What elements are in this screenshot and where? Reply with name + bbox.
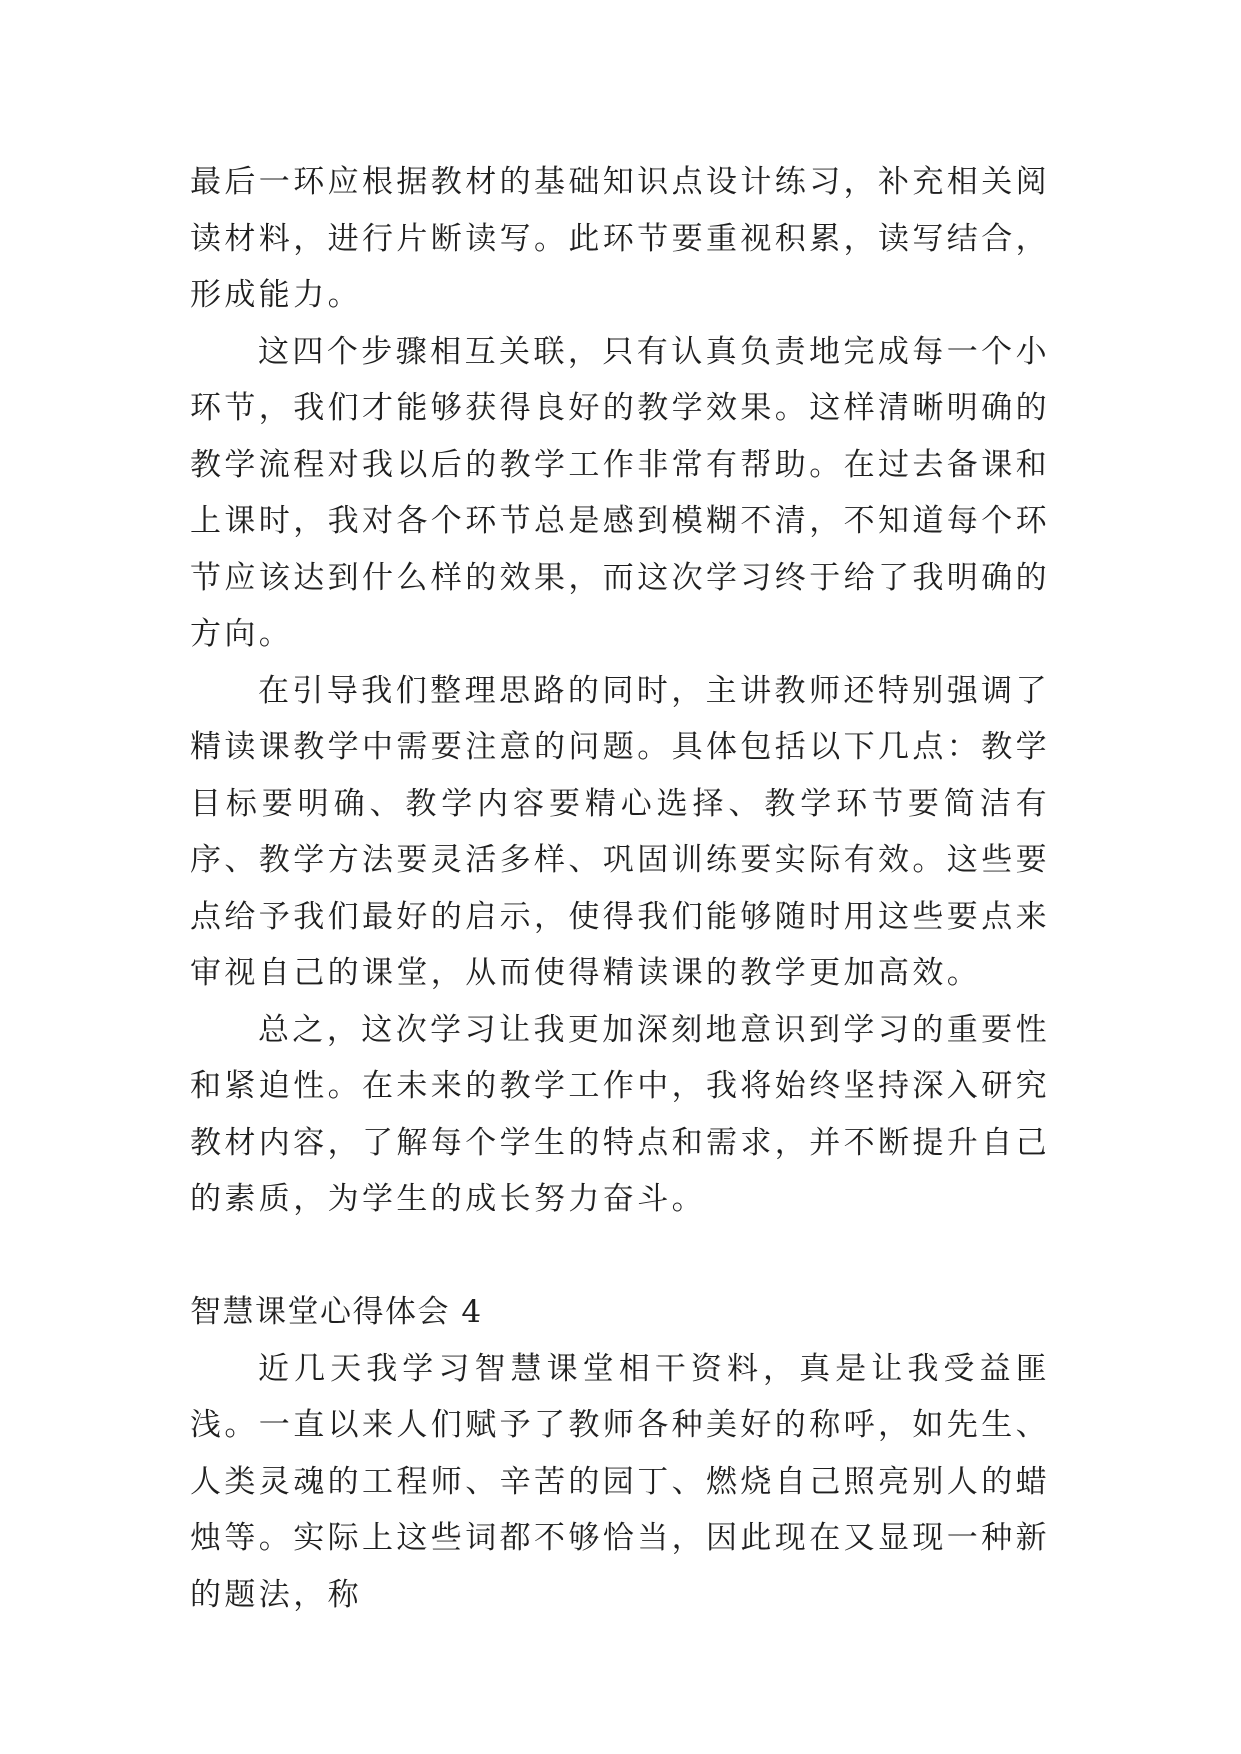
section-heading: 智慧课堂心得体会 4 [190, 1294, 483, 1330]
paragraph-four-steps: 这四个步骤相互关联，只有认真负责地完成每一个小环节，我们才能够获得良好的教学效果。这样清晰明确的教学流程对我以后的教学工作非常有帮助。在过去备课和上课时，我对各个环节总是感到模糊不清，不知道每个环节应该达到什么样的效果，而这次学习终于给了我明确的方向。 [190, 333, 1050, 652]
document-body [190, 154, 1050, 1623]
paragraph-key-points: 在引导我们整理思路的同时，主讲教师还特别强调了精读课教学中需要注意的问题。具体包括以下几点：教学目标要明确、教学内容要精心选择、教学环节要简洁有序、教学方法要灵活多样、巩固训练要实际有效。这些要点给予我们最好的启示，使得我们能够随时用这些要点来审视自己的课堂，从而使得精读课的教学更加高效。 [190, 672, 1050, 991]
paragraph-section-intro: 近几天我学习智慧课堂相干资料，真是让我受益匪浅。一直以来人们赋予了教师各种美好的称呼，如先生、人类灵魂的工程师、辛苦的园丁、燃烧自己照亮别人的蜡烛等。实际上这些词都不够恰当，因此现在又显现一种新的题法，称 [190, 1350, 1050, 1613]
paragraph-exercise-design: 最后一环应根据教材的基础知识点设计练习，补充相关阅读材料，进行片断读写。此环节要重视积累，读写结合，形成能力。 [190, 164, 1050, 313]
paragraph-conclusion: 总之，这次学习让我更加深刻地意识到学习的重要性和紧迫性。在未来的教学工作中，我将始终坚持深入研究教材内容，了解每个学生的特点和需求，并不断提升自己的素质，为学生的成长努力奋斗。 [190, 1011, 1050, 1217]
